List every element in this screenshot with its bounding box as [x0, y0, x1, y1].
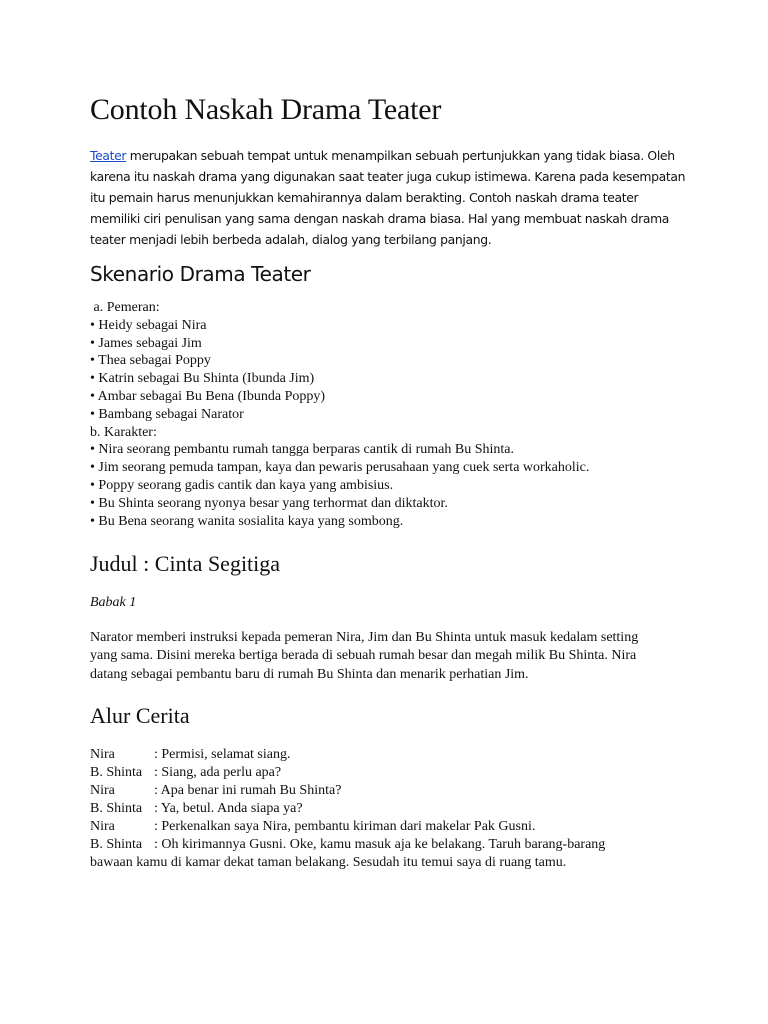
dialog-text: : Perkenalkan saya Nira, pembantu kiriman dari makelar Pak Gusni. [154, 819, 536, 834]
dialog-speaker: Nira [90, 747, 115, 762]
dialog-block [90, 746, 650, 872]
cast-list [90, 299, 589, 530]
pemeran-item: • Thea sebagai Poppy [90, 353, 211, 369]
karakter-item: • Bu Bena seorang wanita sosialita kaya yang sombong. [90, 513, 404, 529]
pemeran-label: a. Pemeran: [90, 300, 160, 315]
pemeran-item: • James sebagai Jim [90, 335, 202, 351]
dialog-speaker: Nira [90, 783, 115, 798]
karakter-item: • Bu Shinta seorang nyonya besar yang terhormat dan diktaktor. [90, 495, 448, 511]
teater-link[interactable]: Teater [90, 148, 127, 163]
page-title: Contoh Naskah Drama Teater [90, 93, 442, 126]
dialog-line [90, 818, 650, 836]
pemeran-item: • Katrin sebagai Bu Shinta (Ibunda Jim) [90, 371, 315, 387]
karakter-item: • Jim seorang pemuda tampan, kaya dan pewaris perusahaan yang cuek serta workaholic. [90, 460, 590, 476]
intro-paragraph [90, 145, 690, 250]
alur-heading: Alur Cerita [90, 703, 190, 728]
intro-text: merupakan sebuah tempat untuk menampilkan sebuah pertunjukkan yang tidak biasa. Oleh karena itu naskah drama yang digunakan saat teater juga cukup istimewa. Karena pada kesempatan itu pemain harus menunjukkan kemahirannya dalam berakting. Contoh naskah drama teater memiliki ciri penulisan yang sama dengan naskah drama biasa. Hal yang membuat naskah drama teater menjadi lebih berbeda adalah, dialog yang terbilang panjang. [90, 148, 686, 247]
babak-label: Babak 1 [90, 595, 137, 610]
karakter-item: • Nira seorang pembantu rumah tangga berparas cantik di rumah Bu Shinta. [90, 442, 514, 458]
dialog-line [90, 800, 650, 818]
dialog-speaker: Nira [90, 819, 115, 834]
dialog-line [90, 764, 650, 782]
pemeran-item: • Bambang sebagai Narator [90, 406, 244, 422]
karakter-label: b. Karakter: [90, 424, 157, 440]
dialog-text: : Apa benar ini rumah Bu Shinta? [154, 783, 342, 798]
skenario-heading: Skenario Drama Teater [90, 262, 311, 286]
narasi-paragraph: Narator memberi instruksi kepada pemeran Nira, Jim dan Bu Shinta untuk masuk kedalam setting yang sama. Disini mereka bertiga berada di sebuah rumah besar dan megah milik Bu Shinta. Nira datang sebagai pembantu baru di rumah Bu Shinta dan menarik perhatian Jim. [90, 630, 639, 682]
dialog-text: : Siang, ada perlu apa? [154, 765, 282, 780]
dialog-text: : Oh kirimannya Gusni. Oke, kamu masuk aja ke belakang. Taruh barang-barang bawaan kamu di kamar dekat taman belakang. Sesudah itu temui saya di ruang tamu. [90, 837, 606, 870]
karakter-item: • Poppy seorang gadis cantik dan kaya yang ambisius. [90, 477, 394, 493]
pemeran-item: • Heidy sebagai Nira [90, 317, 207, 333]
dialog-text: : Permisi, selamat siang. [154, 747, 291, 762]
dialog-line [90, 782, 650, 800]
dialog-speaker: B. Shinta [90, 837, 143, 852]
dialog-line [90, 746, 650, 764]
dialog-text: : Ya, betul. Anda siapa ya? [154, 801, 303, 816]
judul-heading: Judul : Cinta Segitiga [90, 551, 281, 576]
dialog-line [90, 836, 650, 872]
dialog-speaker: B. Shinta [90, 765, 143, 780]
dialog-speaker: B. Shinta [90, 801, 143, 816]
pemeran-item: • Ambar sebagai Bu Bena (Ibunda Poppy) [90, 388, 326, 404]
